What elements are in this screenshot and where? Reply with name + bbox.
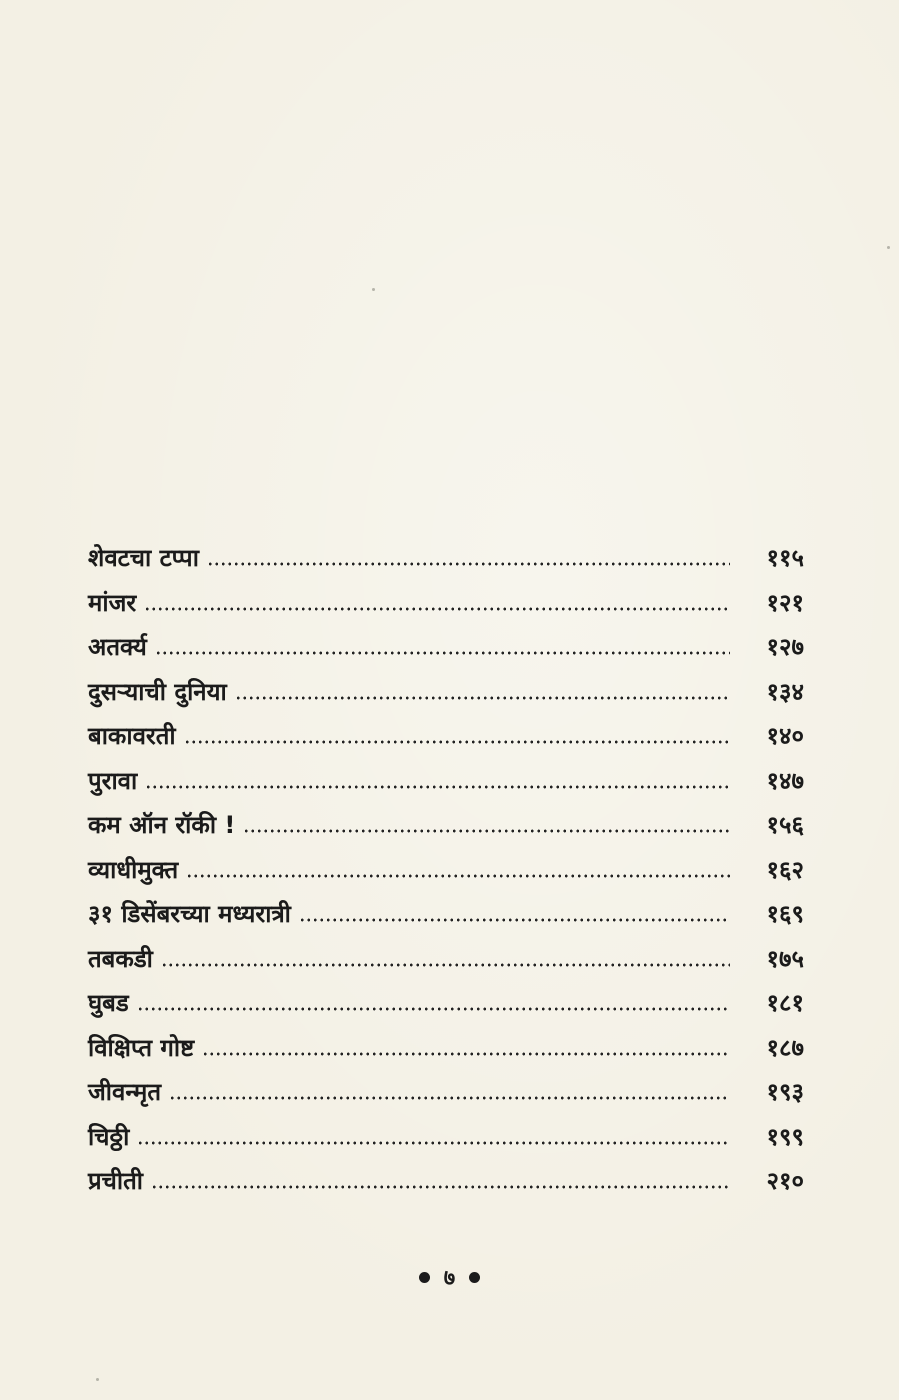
toc-entry (88, 581, 804, 626)
toc-entry-page: २१० (766, 1167, 804, 1195)
toc-entry-page: १८७ (766, 1033, 804, 1062)
page-number: ७ (443, 1266, 456, 1291)
toc-entry-page: १२१ (766, 588, 804, 617)
toc-entry-title: जीवन्मृत (88, 1078, 162, 1106)
toc-entry (88, 536, 804, 581)
toc-entry-title: घुबड (88, 989, 129, 1017)
toc-entry-page: १८१ (766, 989, 804, 1017)
toc-entry-title: शेवटचा टप्पा (88, 544, 199, 572)
toc-entry (88, 1159, 804, 1204)
bullet-dot-icon (469, 1272, 480, 1283)
toc-entry-page: १७५ (766, 944, 804, 973)
dot-leader (202, 1052, 730, 1056)
toc-entry-title: पुरावा (88, 766, 138, 795)
toc-entry-title: ३१ डिसेंबरच्या मध्यरात्री (88, 900, 291, 928)
toc-entry-title: व्याधीमुक्त (88, 855, 179, 884)
page-footer (0, 1262, 899, 1292)
toc-entry (88, 803, 804, 848)
toc-entry-title: प्रचीती (88, 1167, 144, 1195)
toc-entry (88, 1115, 804, 1160)
toc-entry-page: १२७ (766, 633, 804, 661)
toc-entry (88, 892, 804, 937)
bullet-dot-icon (419, 1272, 430, 1283)
toc-entry-page: १९९ (766, 1122, 804, 1151)
toc-entry-title: तबकडी (88, 944, 153, 973)
table-of-contents (88, 536, 804, 1204)
toc-entry-title: बाकावरती (88, 722, 176, 750)
toc-entry-title: मांजर (88, 588, 137, 617)
toc-entry-title: कम ऑन रॉकी ! (88, 811, 236, 839)
dot-leader (299, 918, 730, 922)
toc-entry-page: १५६ (766, 811, 804, 839)
toc-entry (88, 1026, 804, 1071)
dot-leader (207, 562, 730, 566)
toc-entry-page: १४७ (766, 766, 804, 795)
toc-entry-title: विक्षिप्त गोष्ट (88, 1033, 195, 1062)
toc-entry (88, 759, 804, 804)
toc-entry-title: अतर्क्य (88, 633, 147, 661)
dot-leader (155, 651, 730, 655)
dot-leader (145, 785, 730, 789)
dot-leader (161, 963, 730, 967)
toc-entry-page: १४० (766, 722, 804, 750)
toc-entry-page: १९३ (766, 1078, 804, 1106)
dot-leader (184, 740, 730, 744)
toc-entry-page: १३४ (766, 677, 804, 706)
toc-entry (88, 848, 804, 893)
toc-entry-page: ११५ (766, 544, 804, 572)
paper-speck (96, 1378, 99, 1381)
dot-leader (137, 1007, 730, 1011)
dot-leader (144, 607, 730, 611)
toc-entry (88, 981, 804, 1026)
paper-speck (887, 246, 890, 249)
paper-speck (372, 288, 375, 291)
toc-entry-page: १६९ (766, 900, 804, 928)
toc-entry-title: दुसऱ्याची दुनिया (88, 677, 227, 706)
dot-leader (169, 1096, 730, 1100)
toc-entry (88, 714, 804, 759)
toc-entry (88, 1070, 804, 1115)
dot-leader (243, 829, 730, 833)
toc-entry-title: चिठ्ठी (88, 1122, 130, 1151)
dot-leader (235, 696, 730, 700)
toc-entry (88, 937, 804, 982)
dot-leader (151, 1185, 730, 1189)
dot-leader (186, 874, 730, 878)
dot-leader (137, 1141, 730, 1145)
toc-entry (88, 625, 804, 670)
toc-entry-page: १६२ (766, 855, 804, 884)
toc-entry (88, 670, 804, 715)
